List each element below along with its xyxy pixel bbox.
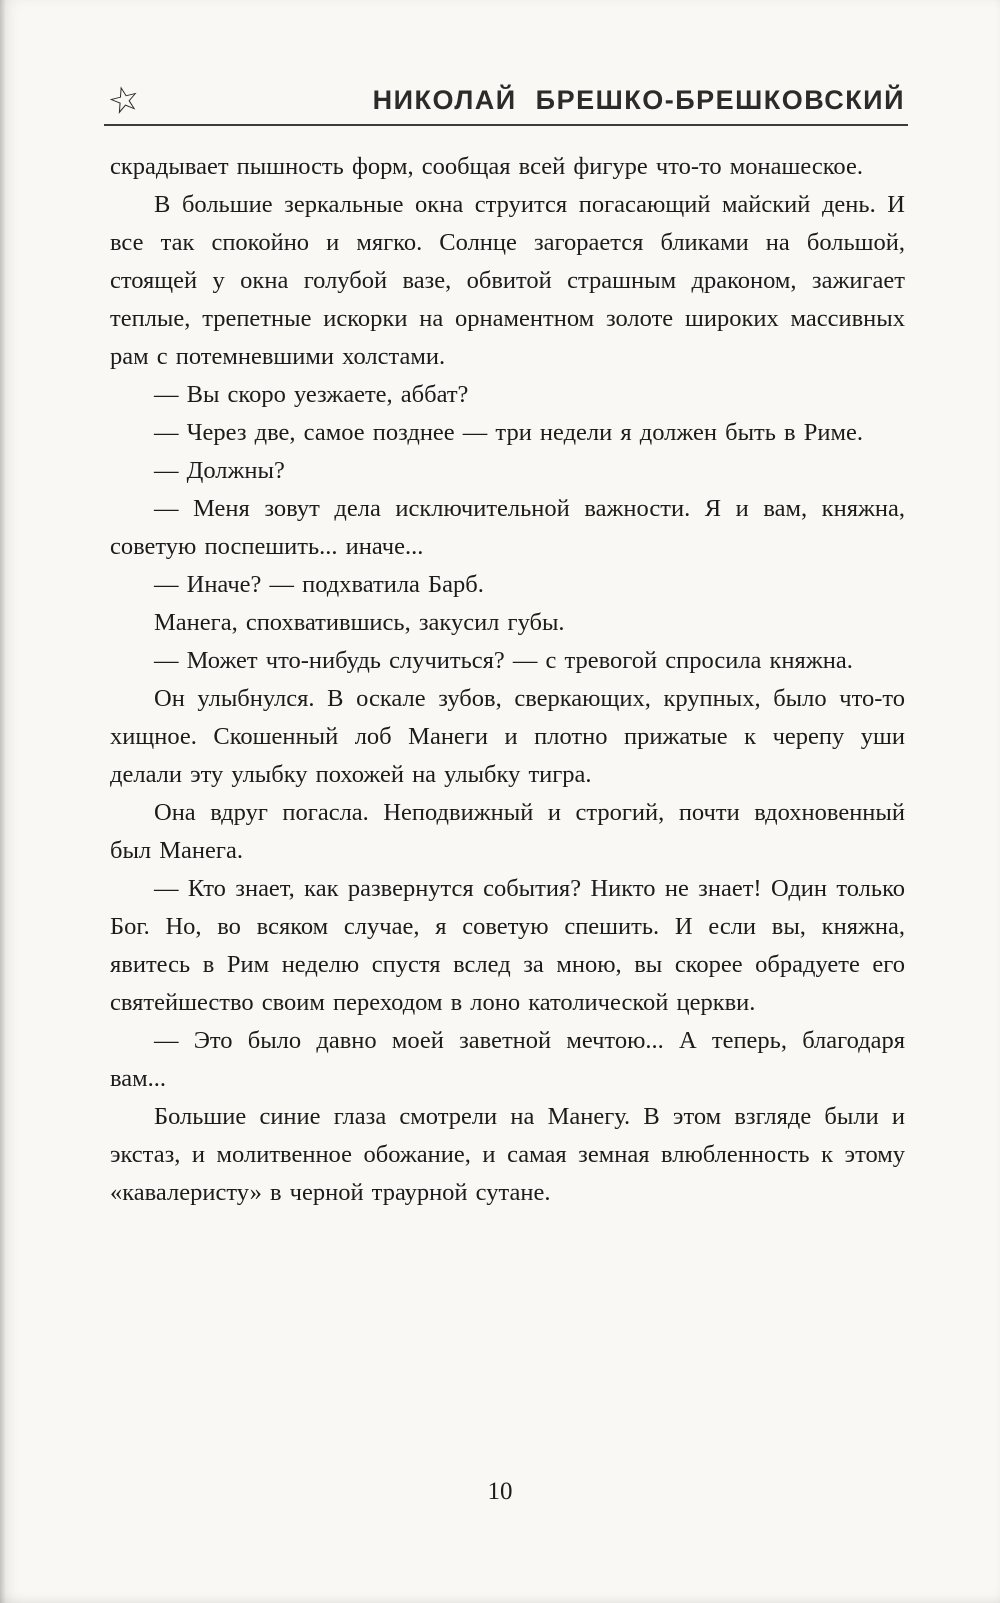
page-header bbox=[103, 76, 905, 124]
header-rule bbox=[104, 124, 908, 126]
page-number: 10 bbox=[487, 1478, 513, 1505]
scan-edge-shadow bbox=[0, 0, 6, 1603]
paragraph: скрадывает пышность форм, сообщая всей фигуре что-то монашеское. bbox=[110, 153, 863, 180]
star-icon: ☆ bbox=[103, 76, 145, 124]
paragraph: В большие зеркальные окна струится погасающий майский день. И все так спокойно и мягко. Солнце загорается бликами на большой, стоящей у окна голубой вазе, обвитой страшным драконом, зажигает теплые, трепетные искорки на орнаментном золоте широких массивных рам с потемневшими холстами. bbox=[110, 191, 905, 370]
author-running-title: НИКОЛАЙ БРЕШКО-БРЕШКОВСКИЙ bbox=[372, 84, 905, 115]
paragraph: Она вдруг погасла. Неподвижный и строгий, почти вдохновенный был Манега. bbox=[110, 799, 905, 864]
paragraph: — Может что-нибудь случиться? — с тревогой спросила княжна. bbox=[154, 647, 853, 674]
paragraph: — Кто знает, как развернутся события? Никто не знает! Один только Бог. Но, во всяком случае, я советую спешить. И если вы, княжна, явитесь в Рим неделю спустя вслед за мною, вы скорее обрадуете его святейшество своим переходом в лоно католической церкви. bbox=[110, 875, 905, 1016]
paragraph: — Вы скоро уезжаете, аббат? bbox=[154, 381, 469, 408]
paragraph: — Иначе? — подхватила Барб. bbox=[154, 571, 484, 598]
paragraph: Он улыбнулся. В оскале зубов, сверкающих, крупных, было что-то хищное. Скошенный лоб Манеги и плотно прижатые к черепу уши делали эту улыбку похожей на улыбку тигра. bbox=[110, 685, 905, 788]
paragraph: — Меня зовут дела исключительной важности. Я и вам, княжна, советую поспешить... иначе... bbox=[110, 495, 905, 560]
paragraph: — Должны? bbox=[154, 457, 285, 484]
paragraph: — Через две, самое позднее — три недели я должен быть в Риме. bbox=[154, 419, 863, 446]
text-block bbox=[110, 148, 905, 1212]
paragraph: Манега, спохватившись, закусил губы. bbox=[154, 609, 565, 636]
paragraph: — Это было давно моей заветной мечтою... А теперь, благодаря вам... bbox=[110, 1027, 905, 1092]
paragraph: Большие синие глаза смотрели на Манегу. В этом взгляде были и экстаз, и молитвенное обожание, и самая земная влюбленность к этому «кавалеристу» в черной траурной сутане. bbox=[110, 1103, 905, 1206]
